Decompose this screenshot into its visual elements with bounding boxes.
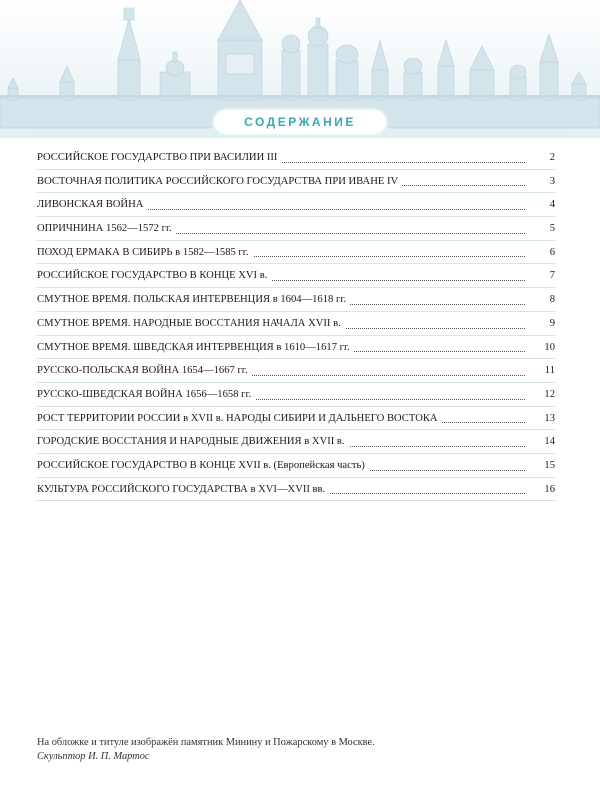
toc-entry[interactable] [37,454,555,478]
toc-entry[interactable] [37,336,555,360]
toc-entry[interactable] [37,312,555,336]
toc-entry[interactable] [37,430,555,454]
toc-entry[interactable] [37,193,555,217]
toc-entry[interactable] [37,241,555,265]
toc-entry-title: СМУТНОЕ ВРЕМЯ. ШВЕДСКАЯ ИНТЕРВЕНЦИЯ в 1610—1617 гг. [37,342,354,353]
toc-entry-title: ОПРИЧНИНА 1562—1572 гг. [37,223,176,234]
toc-entry-page: 2 [549,152,555,163]
toc-entry[interactable] [37,383,555,407]
toc-entry[interactable] [37,217,555,241]
toc-entry-page: 5 [549,223,555,235]
toc-entry-title: РОСТ ТЕРРИТОРИИ РОССИИ в XVII в. НАРОДЫ СИБИРИ И ДАЛЬНЕГО ВОСТОКА [37,413,442,424]
sculptor-credit: Скульптор И. П. Мартос [37,751,150,762]
cover-credit-note [37,736,375,764]
toc-entry-title: РОССИЙСКОЕ ГОСУДАРСТВО В КОНЦЕ XVI в. [37,270,271,281]
toc-entry[interactable] [37,478,555,502]
toc-entry-page: 12 [544,388,555,400]
toc-entry-page: 7 [549,270,555,282]
toc-entry[interactable] [37,288,555,312]
cover-credit-line: На обложке и титуле изображён памятник Минину и Пожарскому в Москве. [37,737,375,748]
toc-entry-page: 16 [544,483,555,495]
toc-entry-title: РОССИЙСКОЕ ГОСУДАРСТВО В КОНЦЕ XVII в. (Европейская часть) [37,460,369,471]
toc-entry-title: ВОСТОЧНАЯ ПОЛИТИКА РОССИЙСКОГО ГОСУДАРСТВА ПРИ ИВАНЕ IV [37,176,402,187]
toc-entry-title: КУЛЬТУРА РОССИЙСКОГО ГОСУДАРСТВА в XVI—XVII вв. [37,484,329,495]
toc-entry-title: РУССКО-ШВЕДСКАЯ ВОЙНА 1656—1658 гг. [37,389,255,400]
toc-entry-title: ЛИВОНСКАЯ ВОЙНА [37,199,147,210]
toc-entry-title: РУССКО-ПОЛЬСКАЯ ВОЙНА 1654—1667 гг. [37,365,252,376]
toc-entry-page: 15 [544,459,555,471]
toc-entry-page: 9 [549,317,555,329]
toc-entry-title: ГОРОДСКИЕ ВОССТАНИЯ И НАРОДНЫЕ ДВИЖЕНИЯ в XVII в. [37,436,349,447]
toc-entry[interactable] [37,359,555,383]
toc-entry-page: 8 [549,294,555,306]
contents-title-badge [214,110,386,134]
toc-entry-page: 14 [544,436,555,448]
toc-entry-title: РОССИЙСКОЕ ГОСУДАРСТВО ПРИ ВАСИЛИИ III [37,152,281,163]
toc-entry-title: СМУТНОЕ ВРЕМЯ. ПОЛЬСКАЯ ИНТЕРВЕНЦИЯ в 1604—1618 гг. [37,294,350,305]
toc-entry[interactable] [37,407,555,431]
toc-entry[interactable] [37,264,555,288]
toc-entry-page: 10 [544,341,555,353]
toc-entry-page: 6 [549,246,555,258]
toc-entry-page: 13 [544,412,555,424]
row-divider [37,500,555,501]
table-of-contents [37,146,555,501]
contents-title: СОДЕРЖАНИЕ [244,115,356,129]
toc-entry-title: СМУТНОЕ ВРЕМЯ. НАРОДНЫЕ ВОССТАНИЯ НАЧАЛА XVII в. [37,318,345,329]
toc-entry-title: ПОХОД ЕРМАКА В СИБИРЬ в 1582—1585 гг. [37,247,253,258]
toc-entry-page: 11 [544,365,555,377]
toc-entry-page: 4 [549,199,555,211]
toc-entry[interactable] [37,170,555,194]
toc-entry[interactable] [37,146,555,170]
toc-entry-page: 3 [549,175,555,187]
